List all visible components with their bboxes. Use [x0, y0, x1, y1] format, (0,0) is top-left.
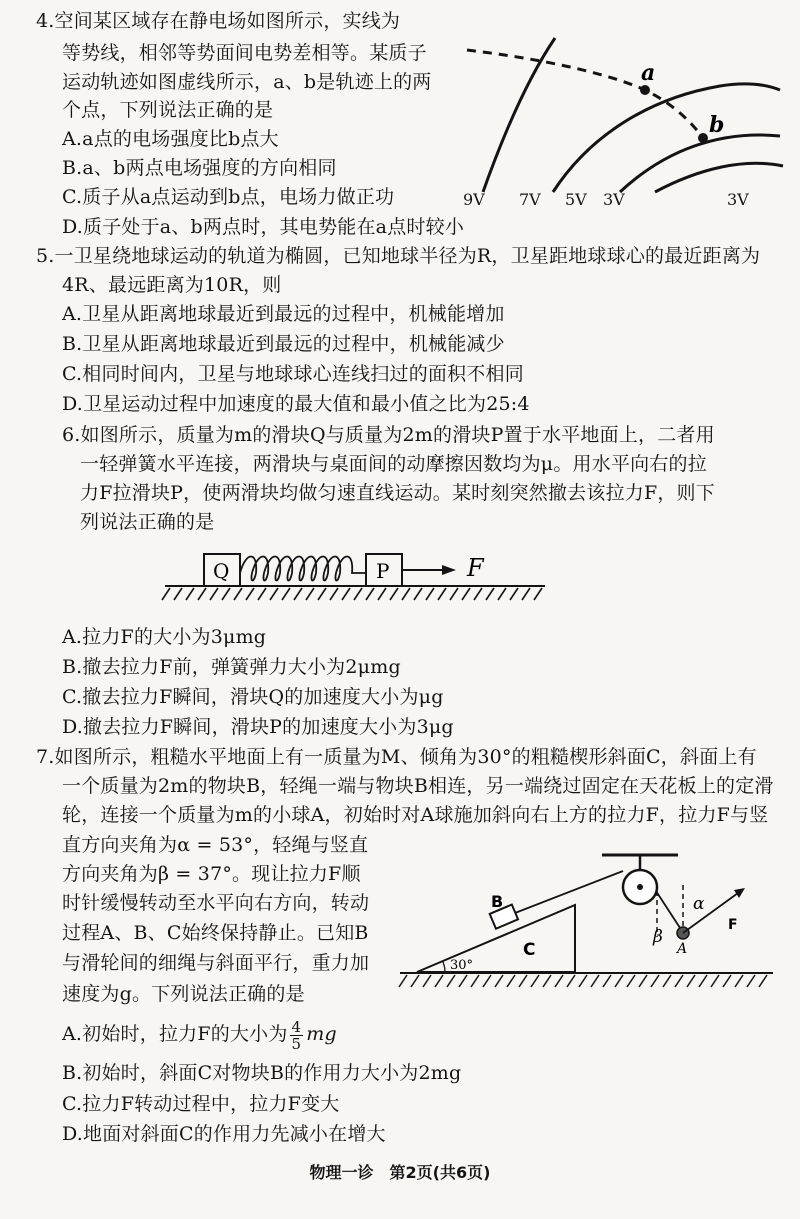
beta-label: β	[653, 927, 663, 947]
equipotential-3v	[655, 163, 783, 192]
spring	[240, 557, 366, 581]
equipotential-9v	[483, 38, 555, 192]
q6-spring-figure	[160, 545, 560, 607]
force-f-label: F	[728, 917, 738, 933]
wedge-c-label: C	[523, 940, 536, 960]
page-footer: 物理一诊 第2页(共6页)	[309, 1163, 491, 1182]
block-p-label: P	[376, 559, 390, 583]
label-3v-left: 3V	[603, 190, 625, 209]
q7-option-a-suffix: mg	[306, 1023, 337, 1045]
q6-stem-line-4: 列说法正确的是	[80, 511, 215, 533]
q7-stem-line-8: 与滑轮间的细绳与斜面平行，重力加	[62, 952, 370, 974]
ball-a-label: A	[677, 941, 688, 957]
proton-trajectory	[467, 50, 703, 138]
ground-hatching-q7	[399, 975, 767, 987]
point-a-dot	[640, 85, 650, 95]
q4-option-a: A.a点的电场强度比b点大	[62, 128, 279, 150]
q5-stem-line-1: 5.一卫星绕地球运动的轨道为椭圆，已知地球半径为R，卫星距地球球心的最近距离为	[36, 245, 761, 267]
q4-option-c: C.质子从a点运动到b点，电场力做正功	[62, 186, 395, 208]
fraction-numerator: 4	[291, 1017, 302, 1036]
q7-option-b: B.初始时，斜面C对物块B的作用力大小为2mg	[62, 1062, 462, 1084]
q7-stem-line-6: 时针缓慢转动至水平向右方向，转动	[62, 892, 370, 914]
fraction-denominator: 5	[291, 1034, 302, 1053]
fraction-four-fifths	[290, 1019, 304, 1052]
block-q-label: Q	[213, 559, 230, 583]
q6-option-d: D.撤去拉力F瞬间，滑块P的加速度大小为3μg	[62, 716, 454, 738]
q5-option-c: C.相同时间内，卫星与地球球心连线扫过的面积不相同	[62, 363, 524, 385]
q7-option-a-prefix: A.初始时，拉力F的大小为	[62, 1023, 288, 1045]
q4-stem-line-1: 4.空间某区域存在静电场如图所示，实线为	[36, 10, 401, 32]
alpha-label: α	[693, 894, 705, 914]
ground-hatching	[162, 588, 542, 600]
q7-stem-line-5: 方向夹角为β = 37°。现让拉力F顺	[62, 863, 361, 885]
q5-option-a: A.卫星从距离地球最近到最远的过程中，机械能增加	[62, 303, 505, 325]
q6-option-a: A.拉力F的大小为3μmg	[62, 626, 267, 648]
label-9v: 9V	[463, 190, 485, 209]
q4-equipotential-figure	[455, 20, 785, 220]
point-a-label: a	[641, 60, 656, 86]
q7-option-c: C.拉力F转动过程中，拉力F变大	[62, 1093, 340, 1115]
q4-option-b: B.a、b两点电场强度的方向相同	[62, 157, 337, 179]
block-b-label: B	[491, 892, 504, 911]
label-5v: 5V	[565, 190, 587, 209]
q7-option-a	[62, 1012, 337, 1056]
label-3v-right: 3V	[727, 190, 749, 209]
q4-stem-line-4: 个点，下列说法正确的是	[62, 99, 274, 121]
q7-stem-line-1: 7.如图所示，粗糙水平地面上有一质量为M、倾角为30°的粗糙楔形斜面C，斜面上有	[36, 746, 757, 768]
point-b-label: b	[709, 112, 725, 138]
q6-option-c: C.撤去拉力F瞬间，滑块Q的加速度大小为μg	[62, 686, 444, 708]
q4-stem-line-2: 等势线，相邻等势面间电势差相等。某质子	[62, 42, 427, 64]
q7-stem-line-9: 速度为g。下列说法正确的是	[62, 983, 305, 1005]
point-b-dot	[698, 133, 708, 143]
q6-stem-line-1: 6.如图所示，质量为m的滑块Q与质量为2m的滑块P置于水平地面上，二者用	[62, 424, 715, 446]
q4-stem-line-3: 运动轨迹如图虚线所示，a、b是轨迹上的两	[62, 71, 432, 93]
rope-pulley-to-a	[656, 891, 682, 931]
q5-option-b: B.卫星从距离地球最近到最远的过程中，机械能减少	[62, 333, 505, 355]
q7-wedge-pulley-figure	[395, 845, 780, 995]
label-7v: 7V	[519, 190, 541, 209]
q6-stem-line-3: 力F拉滑块P，使两滑块均做匀速直线运动。某时刻突然撤去该拉力F，则下	[80, 482, 715, 504]
q4-option-d: D.质子处于a、b两点时，其电势能在a点时较小	[62, 216, 465, 238]
q6-option-b: B.撤去拉力F前，弹簧弹力大小为2μmg	[62, 656, 401, 678]
force-f-label: F	[467, 554, 484, 582]
q7-stem-line-2: 一个质量为2m的物块B，轻绳一端与物块B相连，另一端绕过固定在天花板上的定滑	[62, 775, 774, 797]
q5-stem-line-2: 4R、最远距离为10R，则	[62, 274, 282, 296]
q7-option-d: D.地面对斜面C的作用力先减小在增大	[62, 1123, 386, 1145]
q7-stem-line-4: 直方向夹角为α = 53°，轻绳与竖直	[62, 834, 369, 856]
q7-stem-line-3: 轮，连接一个质量为m的小球A，初始时对A球施加斜向右上方的拉力F，拉力F与竖	[62, 804, 769, 826]
equipotential-7v	[553, 84, 780, 192]
q7-stem-line-7: 过程A、B、C始终保持静止。已知B	[62, 922, 369, 944]
q6-stem-line-2: 一轻弹簧水平连接，两滑块与桌面间的动摩擦因数均为μ。用水平向右的拉	[80, 453, 707, 475]
wedge-angle-label: 30°	[450, 958, 474, 973]
q5-option-d: D.卫星运动过程中加速度的最大值和最小值之比为25:4	[62, 393, 530, 415]
